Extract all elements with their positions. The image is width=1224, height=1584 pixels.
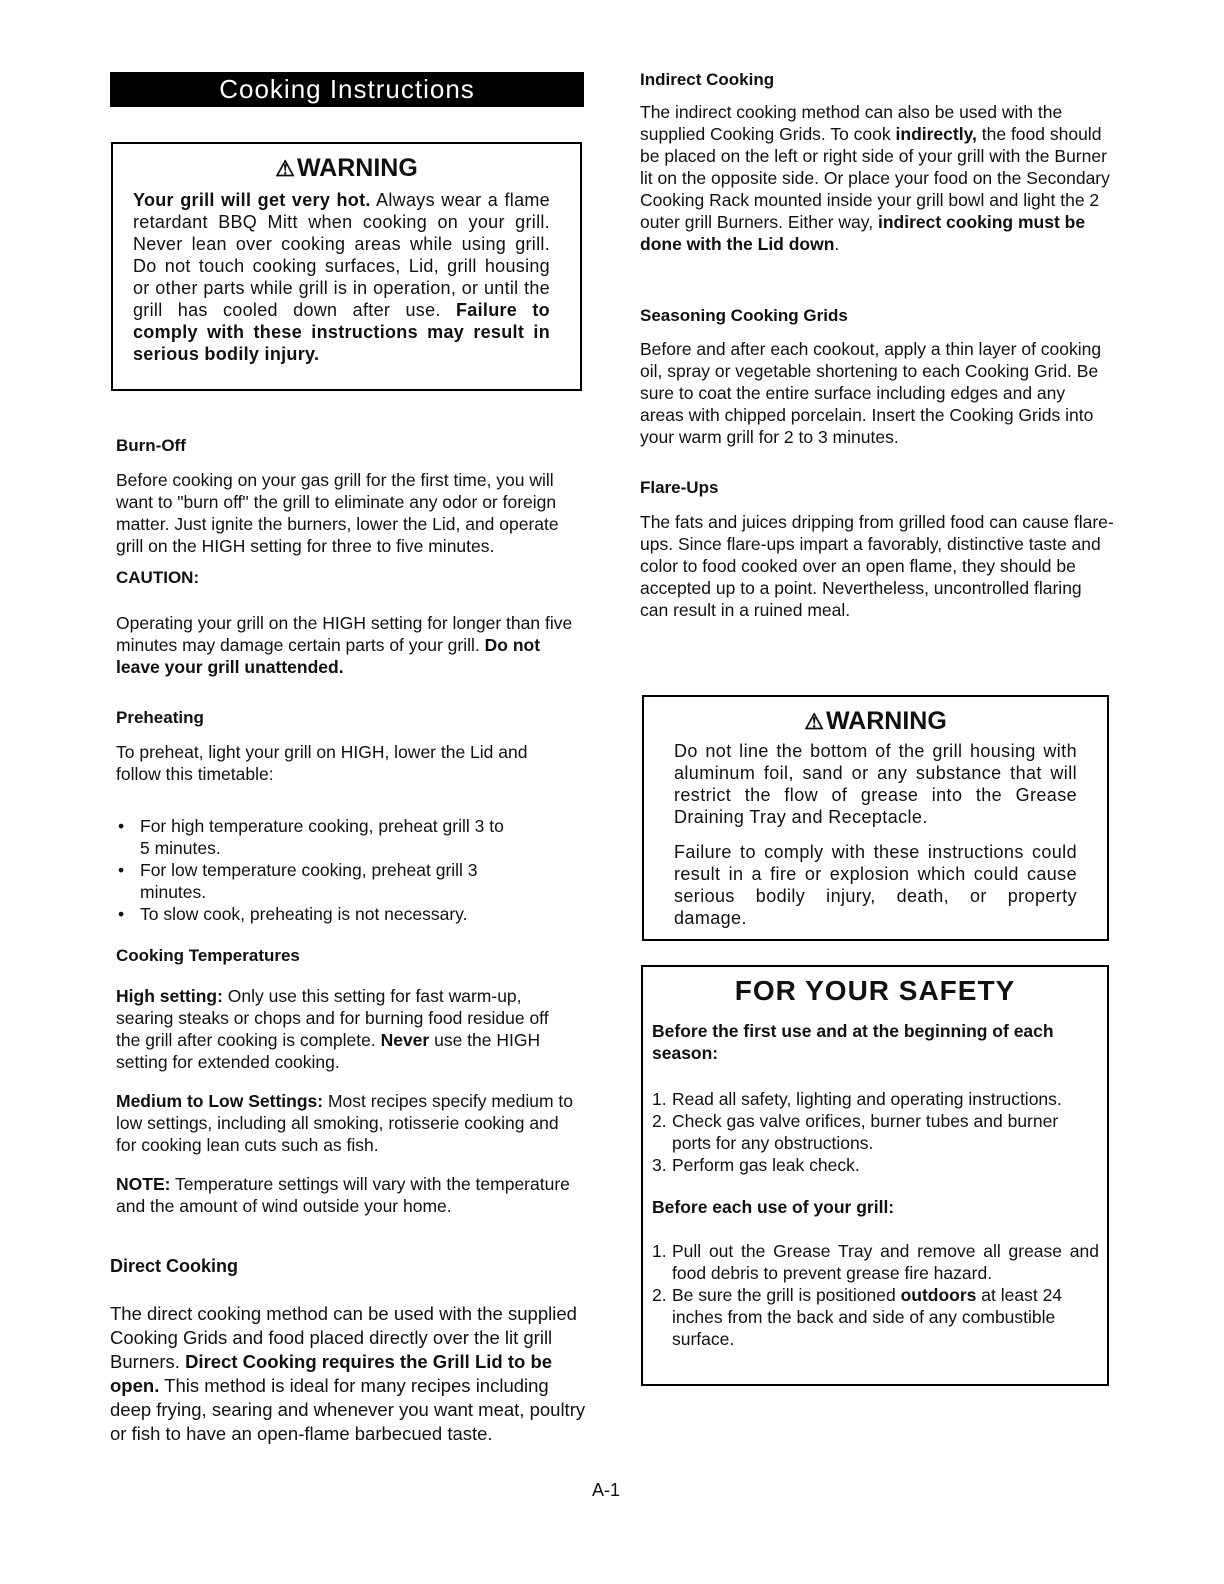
page-number: A-1 bbox=[592, 1480, 621, 1500]
seasoning-heading: Seasoning Cooking Grids bbox=[640, 306, 848, 325]
indirect-bold: indirectly, bbox=[895, 124, 977, 144]
bullet-icon: • bbox=[118, 816, 125, 836]
list-item-text: For high temperature cooking, preheat grill 3 to 5 minutes. bbox=[140, 816, 504, 858]
list-item bbox=[652, 1240, 1099, 1284]
note-text bbox=[116, 1173, 576, 1217]
list-item bbox=[116, 903, 516, 925]
indirect-bold-2: indirect cooking must be done with the Lid down bbox=[640, 212, 1086, 254]
preheating-text: To preheat, light your grill on HIGH, lower the Lid and follow this timetable: bbox=[116, 742, 528, 784]
safety-list-each-use bbox=[652, 1240, 1099, 1350]
caution-body: Operating your grill on the HIGH setting for longer than five minutes may damage certain parts of your grill. bbox=[116, 613, 573, 655]
bullet-icon: • bbox=[118, 904, 125, 924]
warning-triangle-icon: ⚠ bbox=[275, 156, 295, 181]
list-item bbox=[116, 859, 516, 903]
list-item bbox=[652, 1154, 1099, 1176]
burnoff-text: Before cooking on your gas grill for the first time, you will want to "burn off" the grill to eliminate any odor or foreign matter. Just ignite the burners, lower the Lid, and operate grill on the HIGH setting for three to five minutes. bbox=[116, 470, 559, 556]
caution-text bbox=[116, 612, 586, 678]
caution-bold: Do not leave your grill unattended. bbox=[116, 635, 541, 677]
direct-bold: Direct Cooking requires the Grill Lid to be open. bbox=[110, 1351, 553, 1396]
warning-text bbox=[133, 189, 550, 365]
list-item-text: Read all safety, lighting and operating instructions. bbox=[672, 1089, 1062, 1109]
preheating-heading: Preheating bbox=[116, 708, 204, 727]
medium-setting-label: Medium to Low Settings: bbox=[116, 1091, 324, 1111]
direct-heading: Direct Cooking bbox=[110, 1256, 239, 1276]
indirect-heading: Indirect Cooking bbox=[640, 70, 775, 89]
medium-setting-text bbox=[116, 1090, 576, 1156]
safety-subheading-first-use: Before the first use and at the beginning of each season: bbox=[652, 1021, 1054, 1063]
list-item-text: Be sure the grill is positioned bbox=[672, 1285, 901, 1305]
direct-text bbox=[110, 1302, 588, 1446]
never-bold: Never bbox=[380, 1030, 430, 1050]
note-body: Temperature settings will vary with the temperature and the amount of wind outside your home. bbox=[116, 1174, 570, 1216]
indirect-body-2: the food should be placed on the left or right side of your grill with the Burner lit on the opposite side. Or place your food on the Secondary Cooking Rack mounted inside your grill bowl and light the 2 outer grill Burners. Either way, bbox=[640, 124, 1110, 232]
seasoning-text: Before and after each cookout, apply a thin layer of cooking oil, spray or vegetable shortening to each Cooking Grid. Be sure to coat the entire surface including edges and any areas with chipped porcelain. Insert the Cooking Grids into your warm grill for 2 to 3 minutes. bbox=[640, 339, 1102, 447]
warning-heading bbox=[113, 154, 580, 183]
high-setting-body: Only use this setting for fast warm-up, searing steaks or chops and for burning food residue off the grill after cooking is complete. bbox=[116, 986, 549, 1050]
bullet-icon: • bbox=[118, 860, 125, 880]
caution-label: CAUTION: bbox=[116, 568, 200, 587]
burnoff-heading: Burn-Off bbox=[116, 436, 186, 455]
warning-box-grease bbox=[642, 695, 1109, 941]
high-setting-label: High setting: bbox=[116, 986, 223, 1006]
warning-consequence: Failure to comply with these instructions could result in a fire or explosion which could cause serious bodily injury, death, or property damage. bbox=[674, 842, 1077, 928]
warning-text: Do not line the bottom of the grill housing with aluminum foil, sand or any substance that will restrict the flow of grease into the Grease Draining Tray and Receptacle. bbox=[674, 741, 1077, 827]
list-item bbox=[652, 1110, 1099, 1154]
warning-bold: Your grill will get very hot. bbox=[133, 190, 371, 210]
preheating-list bbox=[116, 815, 516, 925]
list-item-text: For low temperature cooking, preheat grill 3 minutes. bbox=[140, 860, 478, 902]
indirect-body-3: . bbox=[834, 234, 840, 254]
warning-box-hot-grill bbox=[111, 142, 582, 391]
temperatures-heading: Cooking Temperatures bbox=[116, 946, 300, 965]
section-title: Cooking Instructions bbox=[110, 72, 584, 107]
list-number: 1. bbox=[652, 1089, 667, 1109]
flareups-text: The fats and juices dripping from grilled food can cause flare-ups. Since flare-ups impart a favorably, distinctive taste and color to food cooked over an open flame, they should be accepted up to a point. Nevertheless, uncontrolled flaring can result in a ruined meal. bbox=[640, 512, 1114, 620]
high-setting-text bbox=[116, 985, 576, 1073]
list-number: 2. bbox=[652, 1285, 667, 1305]
flareups-heading: Flare-Ups bbox=[640, 478, 719, 497]
warning-consequence: Failure to comply with these instructions may result in serious bodily injury. bbox=[133, 300, 550, 364]
warning-body: Always wear a flame retardant BBQ Mitt when cooking on your grill. Never lean over cooking areas while using grill. Do not touch cooking surfaces, Lid, grill housing or other parts while grill is in operation, or until the grill has cooled down after use. bbox=[133, 190, 550, 320]
direct-body-2: This method is ideal for many recipes including deep frying, searing and whenever you want meat, poultry or fish to have an open-flame barbecued taste. bbox=[110, 1375, 586, 1444]
list-number: 1. bbox=[652, 1241, 667, 1261]
direct-body: The direct cooking method can be used with the supplied Cooking Grids and food placed directly over the lit grill Burners. bbox=[110, 1303, 577, 1372]
indirect-text bbox=[640, 101, 1112, 255]
warning-heading-text: WARNING bbox=[296, 154, 418, 182]
safety-box bbox=[641, 965, 1109, 1386]
outdoors-bold: outdoors bbox=[900, 1285, 977, 1305]
list-item-text-2: at least 24 inches from the back and side of any combustible surface. bbox=[672, 1285, 1063, 1349]
safety-list-first-use bbox=[652, 1088, 1099, 1176]
list-item bbox=[116, 815, 516, 859]
warning-heading-text: WARNING bbox=[825, 707, 947, 735]
list-item-text: To slow cook, preheating is not necessary. bbox=[140, 904, 468, 924]
safety-heading: FOR YOUR SAFETY bbox=[734, 975, 1016, 1006]
warning-triangle-icon: ⚠ bbox=[804, 709, 824, 734]
list-item bbox=[652, 1284, 1099, 1350]
list-item-text: Pull out the Grease Tray and remove all grease and food debris to prevent grease fire hazard. bbox=[672, 1241, 1099, 1283]
list-item-text: Check gas valve orifices, burner tubes and burner ports for any obstructions. bbox=[672, 1111, 1059, 1153]
list-item bbox=[652, 1088, 1099, 1110]
note-label: NOTE: bbox=[116, 1174, 171, 1194]
high-setting-body-2: use the HIGH setting for extended cooking. bbox=[116, 1030, 541, 1072]
warning-heading bbox=[644, 707, 1107, 736]
safety-subheading-each-use: Before each use of your grill: bbox=[652, 1197, 895, 1217]
indirect-body: The indirect cooking method can also be used with the supplied Cooking Grids. To cook bbox=[640, 102, 1063, 144]
list-number: 2. bbox=[652, 1111, 667, 1131]
medium-setting-body: Most recipes specify medium to low settings, including all smoking, rotisserie cooking and for cooking lean cuts such as fish. bbox=[116, 1091, 574, 1155]
list-item-text: Perform gas leak check. bbox=[672, 1155, 860, 1175]
list-number: 3. bbox=[652, 1155, 667, 1175]
